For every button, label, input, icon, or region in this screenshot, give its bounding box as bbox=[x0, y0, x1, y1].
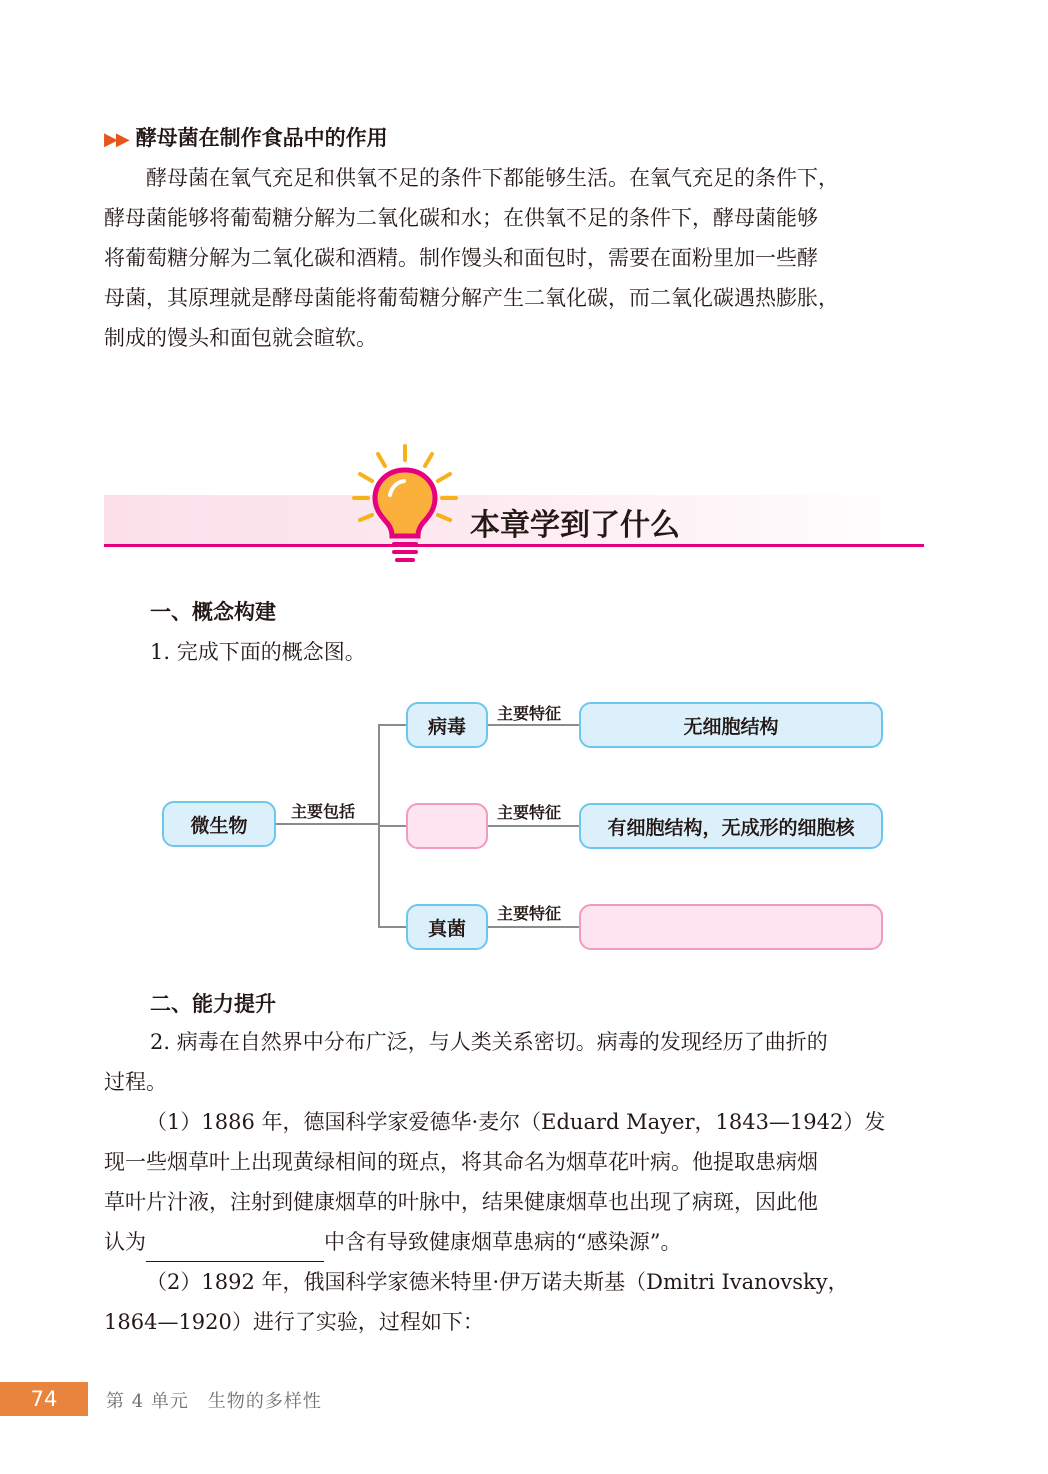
lightbulb-icon bbox=[350, 440, 460, 570]
p1-line-3: 草叶片汁液，注射到健康烟草的叶脉中，结果健康烟草也出现了病斑，因此他 bbox=[104, 1190, 818, 1214]
edge-label-include: 主要包括 bbox=[291, 802, 356, 821]
connector-branch-1 bbox=[378, 724, 406, 726]
p2-line-1: （2）1892 年，俄国科学家德米特里·伊万诺夫斯基（Dmitri Ivanovsky， bbox=[146, 1270, 849, 1294]
yeast-line-3: 将葡萄糖分解为二氧化碳和酒精。制作馒头和面包时，需要在面粉里加一些酵 bbox=[104, 246, 818, 270]
edge-label-feature-2: 主要特征 bbox=[497, 803, 562, 822]
node-blank-fungi-feature[interactable] bbox=[579, 904, 883, 950]
node-virus: 病毒 bbox=[406, 702, 488, 748]
item-1-text: 1. 完成下面的概念图。 bbox=[150, 640, 366, 664]
yeast-line-2: 酵母菌能够将葡萄糖分解为二氧化碳和水；在供氧不足的条件下，酵母菌能够 bbox=[104, 206, 818, 230]
p1-line-2: 现一些烟草叶上出现黄绿相间的斑点，将其命名为烟草花叶病。他提取患病烟 bbox=[104, 1150, 818, 1174]
connector-feature-1 bbox=[487, 724, 579, 726]
connector-root bbox=[275, 823, 379, 825]
section-one-heading: 一、概念构建 bbox=[150, 599, 276, 624]
p1-line-4-after: 中含有导致健康烟草患病的“感染源”。 bbox=[324, 1230, 682, 1254]
section-two-heading: 二、能力提升 bbox=[150, 991, 276, 1016]
footer-unit-text: 第 4 单元 生物的多样性 bbox=[106, 1391, 322, 1412]
q2-line-1: 2. 病毒在自然界中分布广泛，与人类关系密切。病毒的发现经历了曲折的 bbox=[150, 1030, 828, 1054]
banner-title: 本章学到了什么 bbox=[470, 508, 680, 543]
yeast-line-4: 母菌，其原理就是酵母菌能将葡萄糖分解产生二氧化碳，而二氧化碳遇热膨胀， bbox=[104, 286, 839, 310]
banner-underline bbox=[104, 544, 924, 547]
page-number: 74 bbox=[0, 1382, 88, 1416]
section-heading-yeast-text: 酵母菌在制作食品中的作用 bbox=[135, 125, 388, 150]
answer-blank[interactable] bbox=[146, 1235, 324, 1262]
connector-feature-3 bbox=[487, 926, 579, 928]
yeast-line-1: 酵母菌在氧气充足和供氧不足的条件下都能够生活。在氧气充足的条件下， bbox=[146, 166, 839, 190]
node-blank-bacteria[interactable] bbox=[406, 803, 488, 849]
node-feature-virus: 无细胞结构 bbox=[579, 702, 883, 748]
p1-line-4 bbox=[104, 1222, 924, 1262]
node-fungi: 真菌 bbox=[406, 904, 488, 950]
p2-line-2: 1864—1920）进行了实验，过程如下： bbox=[104, 1310, 484, 1334]
node-feature-bacteria: 有细胞结构，无成形的细胞核 bbox=[579, 803, 883, 849]
edge-label-feature-1: 主要特征 bbox=[497, 704, 562, 723]
p1-line-4-before: 认为 bbox=[104, 1230, 146, 1254]
q2-line-2: 过程。 bbox=[104, 1070, 167, 1094]
section-heading-yeast bbox=[104, 122, 388, 152]
yeast-line-5: 制成的馒头和面包就会暄软。 bbox=[104, 326, 377, 350]
connector-branch-2 bbox=[378, 825, 406, 827]
connector-branch-3 bbox=[378, 926, 406, 928]
p1-line-1: （1）1886 年，德国科学家爱德华·麦尔（Eduard Mayer，1843—1942）发 bbox=[146, 1110, 886, 1134]
double-triangle-arrow-icon: ▶▶ bbox=[104, 129, 128, 150]
node-microorganism: 微生物 bbox=[162, 801, 276, 847]
connector-feature-2 bbox=[487, 825, 579, 827]
edge-label-feature-3: 主要特征 bbox=[497, 904, 562, 923]
